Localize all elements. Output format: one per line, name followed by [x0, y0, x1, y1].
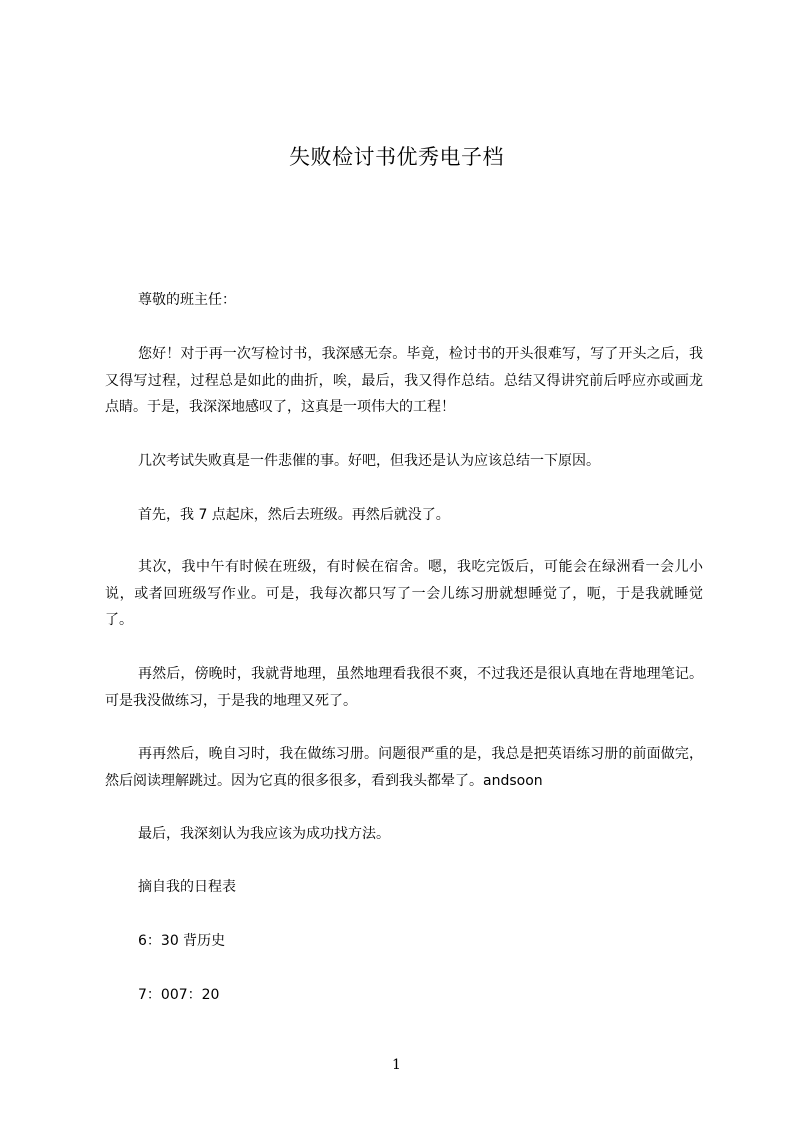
- paragraph-finally: 最后，我深刻认为我应该为成功找方法。: [138, 826, 390, 842]
- paragraph-then: 再然后，傍晚时，我就背地理，虽然地理看我很不爽，不过我还是很认真地在背地理笔记。可是我没做练习，于是我的地理又死了。: [105, 666, 703, 709]
- paragraph-second: 其次，我中午有时候在班级，有时候在宿舍。嗯，我吃完饭后，可能会在绿洲看一会儿小说，或者回班级写作业。可是，我每次都只写了一会儿练习册就想睡觉了，呃，于是我就睡觉了。: [105, 559, 703, 628]
- document-title: 失败检讨书优秀电子档: [289, 145, 504, 169]
- page-number: 1: [392, 1057, 401, 1073]
- paragraph-intro: 您好！对于再一次写检讨书，我深感无奈。毕竟，检讨书的开头很难写，写了开头之后，我又得写过程，过程总是如此的曲折，唉，最后，我又得作总结。总结又得讲究前后呼应亦或画龙点睛。于是，我深深地感叹了，这真是一项伟大的工程！: [105, 346, 703, 415]
- paragraph-then-again: 再再然后，晚自习时，我在做练习册。问题很严重的是，我总是把英语练习册的前面做完，然后阅读理解跳过。因为它真的很多很多，看到我头都晕了。andsoon: [105, 746, 703, 789]
- schedule-heading: 摘自我的日程表: [138, 879, 236, 895]
- schedule-entry: 7：007：20: [138, 987, 220, 1003]
- paragraph-failure: 几次考试失败真是一件悲催的事。好吧，但我还是认为应该总结一下原因。: [138, 453, 600, 469]
- schedule-entry: 6：30 背历史: [138, 933, 226, 949]
- paragraph-first: 首先，我 7 点起床，然后去班级。再然后就没了。: [138, 507, 450, 523]
- salutation: 尊敬的班主任：: [138, 292, 236, 308]
